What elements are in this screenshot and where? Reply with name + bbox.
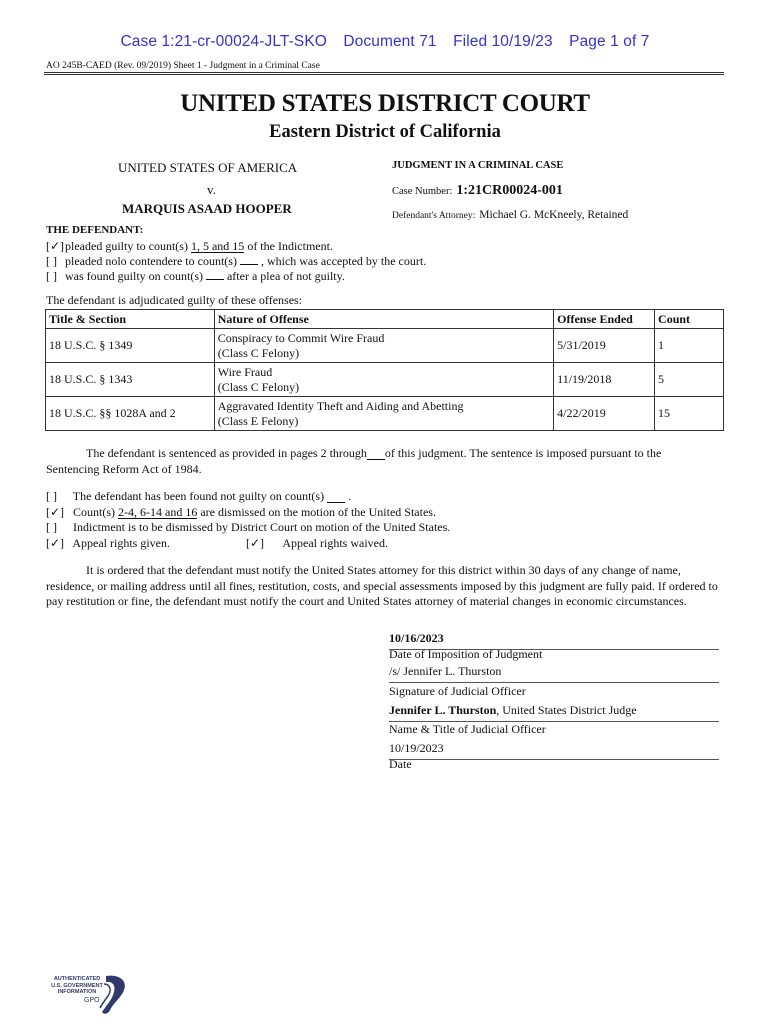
checkbox-checked: [✓]	[46, 536, 65, 550]
offense-count: 5	[655, 363, 724, 397]
defendant-heading: THE DEFENDANT:	[46, 224, 144, 236]
attorney-name: Michael G. McKneely, Retained	[479, 209, 629, 221]
ecf-header	[0, 33, 770, 51]
ecf-page-indicator: Page 1 of 7	[569, 33, 650, 50]
case-number: 1:21CR00024-001	[456, 183, 563, 198]
offense-count: 1	[655, 329, 724, 363]
officer-name-title	[389, 703, 719, 722]
attorney-label: Defendant's Attorney:	[392, 211, 476, 221]
district-name: Eastern District of California	[269, 122, 501, 142]
officer-title: , United States District Judge	[496, 703, 637, 717]
column-header: Count	[655, 310, 724, 329]
signed-date: 10/19/2023	[389, 741, 719, 760]
checkbox-unchecked: [ ]	[46, 520, 57, 534]
plea-text-post: , which was accepted by the court.	[260, 254, 427, 268]
offense-ended: 4/22/2019	[554, 397, 655, 431]
gpo-line-2: U.S. GOVERNMENT	[51, 982, 103, 989]
offense-nature-line: Conspiracy to Commit Wire Fraud	[217, 330, 385, 345]
column-header: Nature of Offense	[214, 310, 553, 329]
checkbox-checked: [✓]	[46, 505, 65, 519]
disposition-text-post: are dismissed on the motion of the United States.	[200, 505, 436, 519]
offenses-table	[45, 309, 724, 431]
ecf-filed-date: Filed 10/19/23	[453, 33, 553, 50]
offense-class: (Class E Felony)	[217, 413, 299, 428]
court-name: UNITED STATES DISTRICT COURT	[180, 90, 590, 117]
ecf-document-number: Document 71	[343, 33, 437, 50]
case-number-label: Case Number:	[392, 186, 453, 197]
plea-row-nolo	[46, 254, 426, 269]
column-header: Offense Ended	[554, 310, 655, 329]
form-identifier: AO 245B-CAED (Rev. 09/2019) Sheet 1 - Judgment in a Criminal Case	[46, 61, 320, 71]
plea-text: was found guilty on count(s)	[65, 269, 203, 283]
disposition-text-post: .	[348, 489, 352, 503]
ecf-case-number: Case 1:21-cr-00024-JLT-SKO	[120, 33, 327, 50]
notification-order-paragraph: It is ordered that the defendant must notify the United States attorney for this district within 30 days of any change of name, residence, or mailing address until all fines, restitution, costs, and special assessments imposed by this judgment are fully paid. If ordered to pay restitution or fine, the defendant must notify the court and United States attorney of material changes in economic circumstances.	[46, 563, 718, 608]
plea-text: pleaded guilty to count(s)	[65, 239, 188, 253]
offense-nature	[214, 329, 553, 363]
disposition-text: Indictment is to be dismissed by District Court on motion of the United States.	[73, 520, 451, 534]
gpo-authentication-logo	[44, 972, 130, 1016]
offense-title: 18 U.S.C. § 1343	[46, 363, 215, 397]
judge-signature: /s/ Jennifer L. Thurston	[389, 664, 719, 683]
plaintiff-name: UNITED STATES OF AMERICA	[118, 160, 298, 175]
plea-text: pleaded nolo contendere to count(s)	[65, 254, 237, 268]
checkbox-checked: [✓]	[46, 239, 65, 253]
attorney-line	[392, 205, 628, 223]
sentence-text-cont: of this judgment. The sentence is imposed pursuant to the	[384, 446, 662, 460]
column-header: Title & Section	[46, 310, 215, 329]
plea-text-post: after a plea of not guilty.	[226, 269, 345, 283]
table-row	[46, 329, 724, 363]
signature-label: Signature of Judicial Officer	[389, 684, 526, 698]
table-row	[46, 397, 724, 431]
plea-row-found-guilty	[46, 269, 345, 284]
plea-text-post: of the Indictment.	[247, 239, 333, 253]
gpo-line-1: AUTHENTICATED	[53, 976, 101, 982]
defendant-name: MARQUIS ASAAD HOOPER	[122, 201, 292, 216]
counts-blank	[327, 490, 345, 503]
disposition-text: Count(s)	[73, 505, 115, 519]
sentence-paragraph	[86, 446, 661, 461]
checkbox-checked: [✓]	[246, 536, 265, 550]
header-divider	[44, 72, 724, 75]
plea-row-guilty	[46, 239, 333, 254]
offense-nature	[214, 397, 553, 431]
table-header-row	[46, 310, 724, 329]
officer-name: Jennifer L. Thurston	[389, 703, 497, 717]
disposition-indictment	[46, 520, 450, 535]
offense-title: 18 U.S.C. §§ 1028A and 2	[46, 397, 215, 431]
plea-counts: 1, 5 and 15	[190, 239, 245, 253]
checkbox-unchecked: [ ]	[46, 254, 57, 268]
sentence-reform-act: Sentencing Reform Act of 1984.	[46, 462, 202, 476]
document-title: JUDGMENT IN A CRIMINAL CASE	[392, 160, 564, 171]
offense-count: 15	[655, 397, 724, 431]
dismissed-counts: 2-4, 6-14 and 16	[118, 505, 198, 519]
disposition-not-guilty	[46, 489, 351, 504]
offense-nature-line: Wire Fraud	[217, 364, 273, 379]
sentence-text: The defendant is sentenced as provided in pages 2 through	[86, 446, 367, 460]
disposition-appeal-waived	[246, 536, 388, 551]
name-title-label: Name & Title of Judicial Officer	[389, 722, 546, 736]
gpo-mark: GPO	[84, 997, 100, 1004]
date-label: Date	[389, 757, 412, 771]
imposition-date-label: Date of Imposition of Judgment	[389, 647, 543, 661]
case-number-line	[392, 181, 563, 199]
offense-title: 18 U.S.C. § 1349	[46, 329, 215, 363]
offense-class: (Class C Felony)	[217, 379, 300, 394]
disposition-appeal	[46, 536, 170, 551]
checkbox-unchecked: [ ]	[46, 269, 57, 283]
disposition-text: The defendant has been found not guilty on count(s)	[72, 489, 325, 503]
plea-counts-blank	[240, 264, 258, 265]
table-row	[46, 363, 724, 397]
checkbox-unchecked: [ ]	[46, 489, 57, 503]
offense-ended: 11/19/2018	[554, 363, 655, 397]
appeal-waived: Appeal rights waived.	[282, 536, 388, 550]
imposition-date: 10/16/2023	[389, 631, 719, 650]
gpo-line-3: INFORMATION	[57, 989, 97, 995]
offense-class: (Class C Felony)	[217, 345, 300, 360]
plea-counts-blank	[206, 279, 224, 280]
offense-ended: 5/31/2019	[554, 329, 655, 363]
offenses-intro: The defendant is adjudicated guilty of these offenses:	[46, 293, 303, 307]
versus: v.	[207, 182, 216, 197]
pages-blank	[367, 447, 385, 460]
offense-nature-line: Aggravated Identity Theft and Aiding and Abetting	[217, 398, 464, 413]
offense-nature	[214, 363, 553, 397]
appeal-given: Appeal rights given.	[72, 536, 170, 550]
disposition-dismissed	[46, 505, 436, 520]
